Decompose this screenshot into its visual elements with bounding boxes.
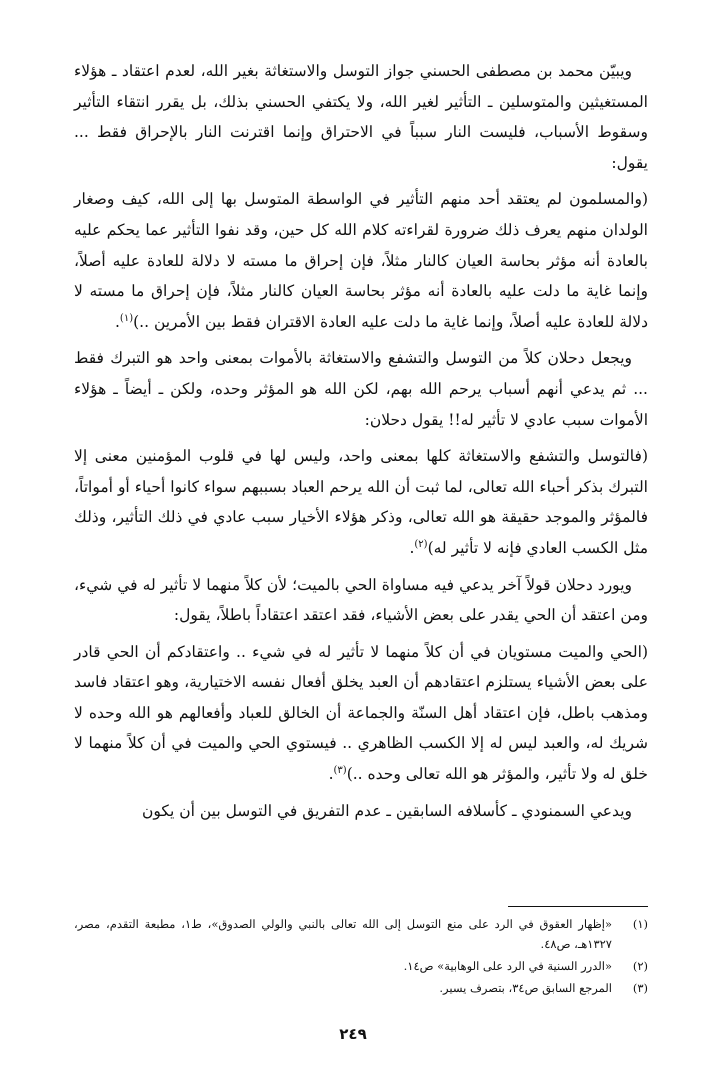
footnote-item [74,978,648,998]
footnote-number: (١) [632,917,648,931]
quote-2-text: (فالتوسل والتشفع والاستغاثة كلها بمعنى واحد، وليس لها في قلوب المؤمنين معنى إلا التبرك بذكر أحباء الله تعالى، لما ثبت أن الله يرحم العباد بسببهم سواء كانوا أحياء أو أمواتاً، فالمؤثر والموجد حقيقة هو الله تعالى، وذكر هؤلاء الأخيار سبب عادي في ذلك التأثير، وذلك مثل الكسب العادي فإنه لا تأثير له) [74,447,648,557]
main-text [74,56,648,832]
paragraph-1: ويبيّن محمد بن مصطفى الحسني جواز التوسل والاستغاثة بغير الله، لعدم اعتقاد ـ هؤلاء المستغيثين والمتوسلين ـ التأثير لغير الله، ولا يكتفي الحسني بذلك، بل يقرر انتقاء التأثير وسقوط الأسباب، فليست النار سبباً في الاحتراق وإنما اقترنت النار بالإحراق فقط ... يقول: [74,62,648,172]
quote-2: (فالتوسل والتشفع والاستغاثة كلها بمعنى واحد، وليس لها في قلوب المؤمنين معنى إلا التبرك بذكر أحباء الله تعالى، لما ثبت أن الله يرحم العباد بسببهم سواء كانوا أحياء أو أمواتاً، فالمؤثر والموجد حقيقة هو الله تعالى، وذكر هؤلاء الأخيار سبب عادي في ذلك التأثير، وذلك مثل الكسب العادي فإنه لا تأثير له)$^{(٢)}$. [74,447,648,557]
footnote-item [74,956,648,976]
footnotes [74,914,648,1000]
footnote-text: «الدرر السنية في الرد على الوهابية» ص١٤. [403,959,612,973]
footnote-ref-3: (٣) [333,764,347,776]
paragraph-2: ويجعل دحلان كلاً من التوسل والتشفع والاستغاثة بالأموات بمعنى واحد هو التبرك فقط ... ثم يدعي أنهم أسباب يرحم الله بهم، لكن الله هو المؤثر وحده، ولكن ـ أيضاً ـ هؤلاء الأموات سبب عادي لا تأثير له!! يقول دحلان: [74,349,648,429]
footnote-number: (٣) [632,981,648,995]
footnote-number: (٢) [632,959,648,973]
footnote-text: المرجع السابق ص٣٤، بتصرف يسير. [439,981,612,995]
footnote-text: «إظهار العقوق في الرد على منع التوسل إلى الله تعالى بالنبي والولي الصدوق»، ط١، مطبعة التقدم، مصر، ١٣٢٧هـ، ص٤٨. [74,917,613,951]
paragraph-4: ويدعي السمنودي ـ كأسلافه السابقين ـ عدم التفريق في التوسل بين أن يكون [142,801,632,820]
quote-3: (الحي والميت مستويان في أن كلاً منهما لا تأثير له في شيء .. واعتقادكم أن الحي قادر على بعض الأشياء يستلزم اعتقادهم أن العبد يخلق أفعال نفسه الاختيارية، وهو اعتقاد فاسد ومذهب باطل، فإن اعتقاد أهل السنّة والجماعة أن الخالق للعباد وأفعالهم هو الله وحده لا شريك له، والعبد ليس له إلا الكسب الظاهري .. فيستوي الحي والميت في أن كلاً منهما لا خلق له ولا تأثير، والمؤثر هو الله تعالى وحده ..)$^{(٣)}$. [74,642,648,784]
quote-3-text: (الحي والميت مستويان في أن كلاً منهما لا تأثير له في شيء .. واعتقادكم أن الحي قادر على بعض الأشياء يستلزم اعتقادهم أن العبد يخلق أفعال نفسه الاختيارية، وهو اعتقاد فاسد ومذهب باطل، فإن اعتقاد أهل السنّة والجماعة أن الخالق للعباد وأفعالهم هو الله وحده لا شريك له، والعبد ليس له إلا الكسب الظاهري .. فيستوي الحي والميت في أن كلاً منهما لا خلق له ولا تأثير، والمؤثر هو الله تعالى وحده ..) [74,642,648,784]
footnote-ref-1: (١) [119,312,134,324]
quote-1: (والمسلمون لم يعتقد أحد منهم التأثير في الواسطة المتوسل بها إلى الله، كيف وصغار الولدان منهم يعرف ذلك ضرورة لقراءته كلام الله كل حين، وقد نفوا التأثير عما يحكم عليه بالعادة أنه مؤثر بحاسة العيان كالنار مثلاً، فإن إحراق ما مسته لا دلالة للعادة عليه أصلاً، وإنما غاية ما دلت عليه بالعادة أنه مؤثر بحاسة العيان كالنار مثلاً، فإن إحراق ما مسته لا دلالة للعادة عليه أصلاً، وإنما غاية ما دلت عليه العادة الاقتران فقط بين الأمرين ..)$^{(١)}$. [74,190,648,331]
footnote-ref-2: (٢) [414,538,428,550]
page-number: ٢٤٩ [339,1025,367,1043]
paragraph-3: ويورد دحلان قولاً آخر يدعي فيه مساواة الحي بالميت؛ لأن كلاً منهما لا تأثير له في شيء، ومن اعتقد أن الحي يقدر على بعض الأشياء، فقد اعتقد اعتقاداً باطلاً، يقول: [74,575,648,625]
quote-1-text: (والمسلمون لم يعتقد أحد منهم التأثير في الواسطة المتوسل بها إلى الله، كيف وصغار الولدان منهم يعرف ذلك ضرورة لقراءته كلام الله كل حين، وقد نفوا التأثير عما يحكم عليه بالعادة أنه مؤثر بحاسة العيان كالنار مثلاً، فإن إحراق ما مسته لا دلالة للعادة عليه أصلاً، وإنما غاية ما دلت عليه بالعادة أنه مؤثر بحاسة العيان كالنار مثلاً، فإن إحراق ما مسته لا دلالة للعادة عليه أصلاً، وإنما غاية ما دلت عليه العادة الاقتران فقط بين الأمرين ..) [74,190,648,331]
footnote-item [74,914,648,954]
footnote-divider [508,906,648,907]
